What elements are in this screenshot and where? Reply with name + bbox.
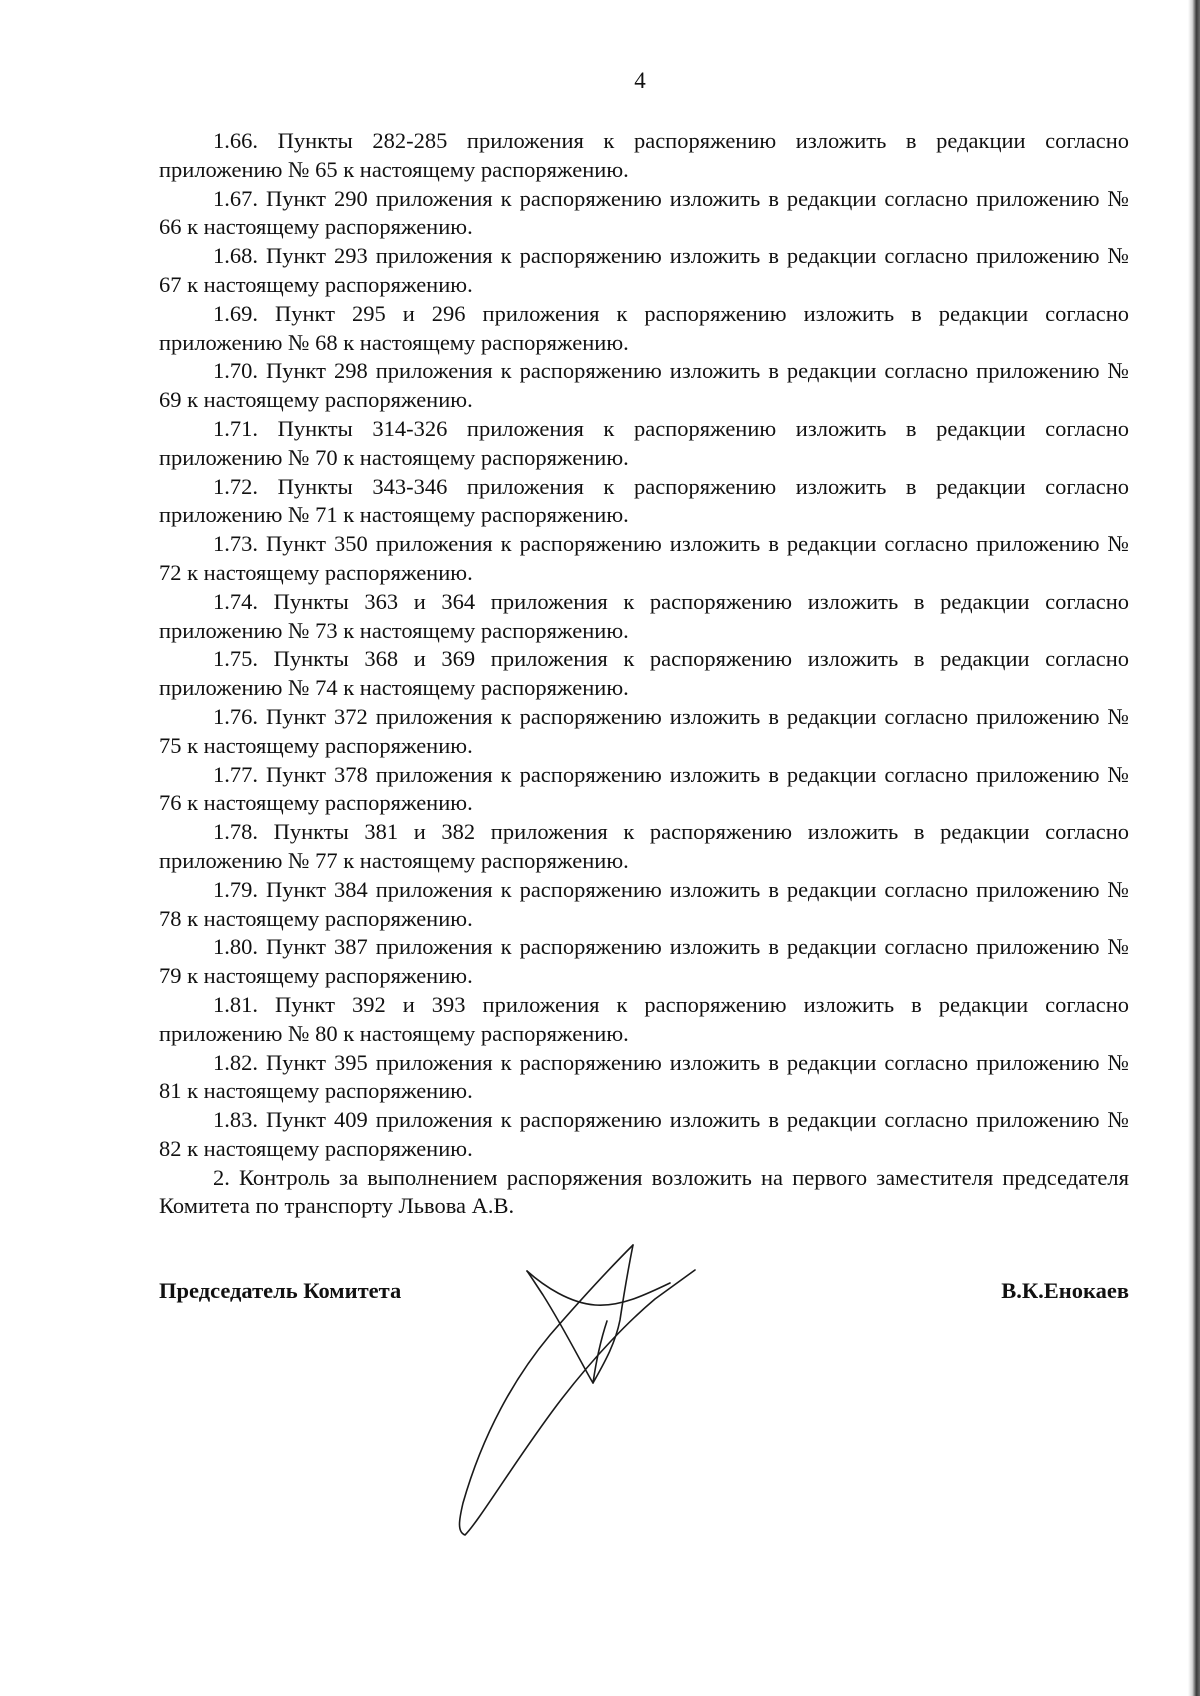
- paragraph-1-76: 1.76. Пункт 372 приложения к распоряжению изложить в редакции согласно приложению № 75 к настоящему распоряжению.: [159, 703, 1129, 758]
- paragraph-1-75: 1.75. Пункты 368 и 369 приложения к распоряжению изложить в редакции согласно приложению № 74 к настоящему распоряжению.: [159, 646, 1129, 701]
- paragraph-1-68: 1.68. Пункт 293 приложения к распоряжению изложить в редакции согласно приложению № 67 к настоящему распоряжению.: [159, 243, 1129, 297]
- paragraph-1-70: 1.70. Пункт 298 приложения к распоряжению изложить в редакции согласно приложению № 69 к настоящему распоряжению.: [159, 358, 1129, 413]
- signatory-position: Председатель Комитета: [159, 1278, 402, 1303]
- document-body: [159, 127, 1129, 1221]
- page-number: 4: [634, 68, 646, 93]
- paragraph-1-80: 1.80. Пункт 387 приложения к распоряжению изложить в редакции согласно приложению № 79 к настоящему распоряжению.: [159, 934, 1129, 989]
- paragraph-1-82: 1.82. Пункт 395 приложения к распоряжению изложить в редакции согласно приложению № 81 к настоящему распоряжению.: [159, 1049, 1129, 1104]
- paragraph-1-79: 1.79. Пункт 384 приложения к распоряжению изложить в редакции согласно приложению № 78 к настоящему распоряжению.: [159, 876, 1129, 931]
- paragraph-1-72: 1.72. Пункты 343-346 приложения к распоряжению изложить в редакции согласно приложению № 71 к настоящему распоряжению.: [159, 473, 1129, 528]
- scan-edge-shadow: [1188, 0, 1200, 1696]
- handwritten-signature: [455, 1235, 755, 1565]
- paragraph-1-77: 1.77. Пункт 378 приложения к распоряжению изложить в редакции согласно приложению № 76 к настоящему распоряжению.: [159, 761, 1129, 816]
- signatory-name: В.К.Енокаев: [1001, 1278, 1129, 1303]
- paragraph-2-control: 2. Контроль за выполнением распоряжения возложить на первого заместителя председателя Комитета по транспорту Львова А.В.: [159, 1164, 1129, 1219]
- paragraph-1-73: 1.73. Пункт 350 приложения к распоряжению изложить в редакции согласно приложению № 72 к настоящему распоряжению.: [159, 531, 1129, 585]
- paragraph-1-67: 1.67. Пункт 290 приложения к распоряжению изложить в редакции согласно приложению № 66 к настоящему распоряжению.: [159, 185, 1129, 240]
- paragraph-1-66: 1.66. Пункты 282-285 приложения к распоряжению изложить в редакции согласно приложению № 65 к настоящему распоряжению.: [159, 128, 1129, 182]
- paragraph-1-78: 1.78. Пункты 381 и 382 приложения к распоряжению изложить в редакции согласно приложению № 77 к настоящему распоряжению.: [159, 819, 1129, 873]
- paragraph-1-81: 1.81. Пункт 392 и 393 приложения к распоряжению изложить в редакции согласно приложению № 80 к настоящему распоряжению.: [159, 991, 1129, 1046]
- paragraph-1-83: 1.83. Пункт 409 приложения к распоряжению изложить в редакции согласно приложению № 82 к настоящему распоряжению.: [159, 1107, 1129, 1161]
- paragraph-1-71: 1.71. Пункты 314-326 приложения к распоряжению изложить в редакции согласно приложению № 70 к настоящему распоряжению.: [159, 415, 1129, 470]
- paragraph-1-74: 1.74. Пункты 363 и 364 приложения к распоряжению изложить в редакции согласно приложению № 73 к настоящему распоряжению.: [159, 588, 1129, 643]
- paragraph-1-69: 1.69. Пункт 295 и 296 приложения к распоряжению изложить в редакции согласно приложению № 68 к настоящему распоряжению.: [159, 300, 1129, 355]
